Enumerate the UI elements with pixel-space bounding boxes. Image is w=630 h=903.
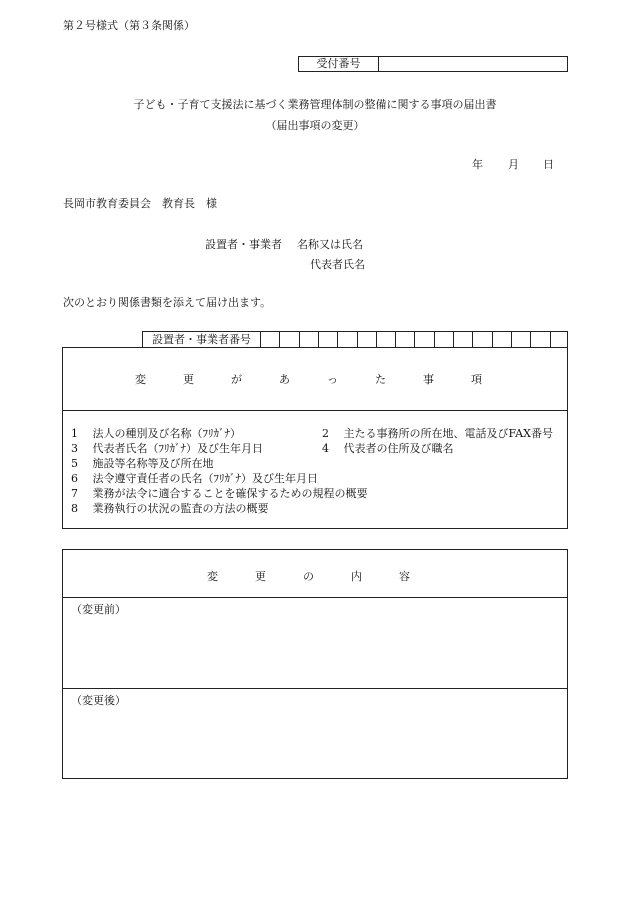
before-change-field[interactable] — [71, 616, 561, 686]
representative-name-label: 代表者氏名 — [310, 258, 365, 271]
form-number: 第２号様式（第３条関係） — [63, 19, 195, 32]
applicant-role-label: 設置者・事業者 — [205, 238, 282, 251]
intro-text: 次のとおり関係書類を添えて届け出ます。 — [63, 296, 272, 309]
list-item: 1 法人の種別及び名称（ﾌﾘｶﾞﾅ） — [71, 427, 241, 440]
change-content-box — [62, 549, 568, 779]
changed-items-box — [62, 347, 568, 529]
receipt-number-label: 受付番号 — [316, 57, 361, 70]
date-year-label: 年 — [472, 158, 483, 171]
after-change-label: （変更後） — [71, 694, 126, 707]
list-item: 2 主たる事務所の所在地、電話及びFAX番号 — [322, 427, 553, 440]
receipt-number-box — [298, 56, 568, 72]
document-title: 子ども・子育て支援法に基づく業務管理体制の整備に関する事項の届出書 — [133, 98, 497, 111]
applicant-name-label: 名称又は氏名 — [297, 238, 363, 251]
list-item: 4 代表者の住所及び職名 — [322, 442, 454, 455]
after-change-field[interactable] — [71, 707, 561, 775]
list-item: 8 業務執行の状況の監査の方法の概要 — [71, 502, 269, 515]
operator-number-box — [142, 331, 568, 348]
list-item: 5 施設等名称等及び所在地 — [71, 457, 214, 470]
addressee: 長岡市教育委員会 教育長 様 — [63, 197, 217, 210]
document-subtitle: （届出事項の変更） — [265, 119, 365, 132]
date-day-label: 日 — [543, 158, 554, 171]
list-item: 6 法令遵守責任者の氏名（ﾌﾘｶﾞﾅ）及び生年月日 — [71, 472, 318, 485]
list-item: 3 代表者氏名（ﾌﾘｶﾞﾅ）及び生年月日 — [71, 442, 263, 455]
changed-items-header: 変 更 が あ っ た 事 項 — [135, 373, 495, 386]
date-month-label: 月 — [508, 158, 519, 171]
before-change-label: （変更前） — [71, 603, 126, 616]
receipt-number-field[interactable] — [383, 57, 563, 71]
list-item: 7 業務が法令に適合することを確保するための規程の概要 — [71, 487, 368, 500]
operator-number-label: 設置者・事業者番号 — [152, 333, 251, 346]
change-content-header: 変 更 の 内 容 — [207, 570, 423, 583]
